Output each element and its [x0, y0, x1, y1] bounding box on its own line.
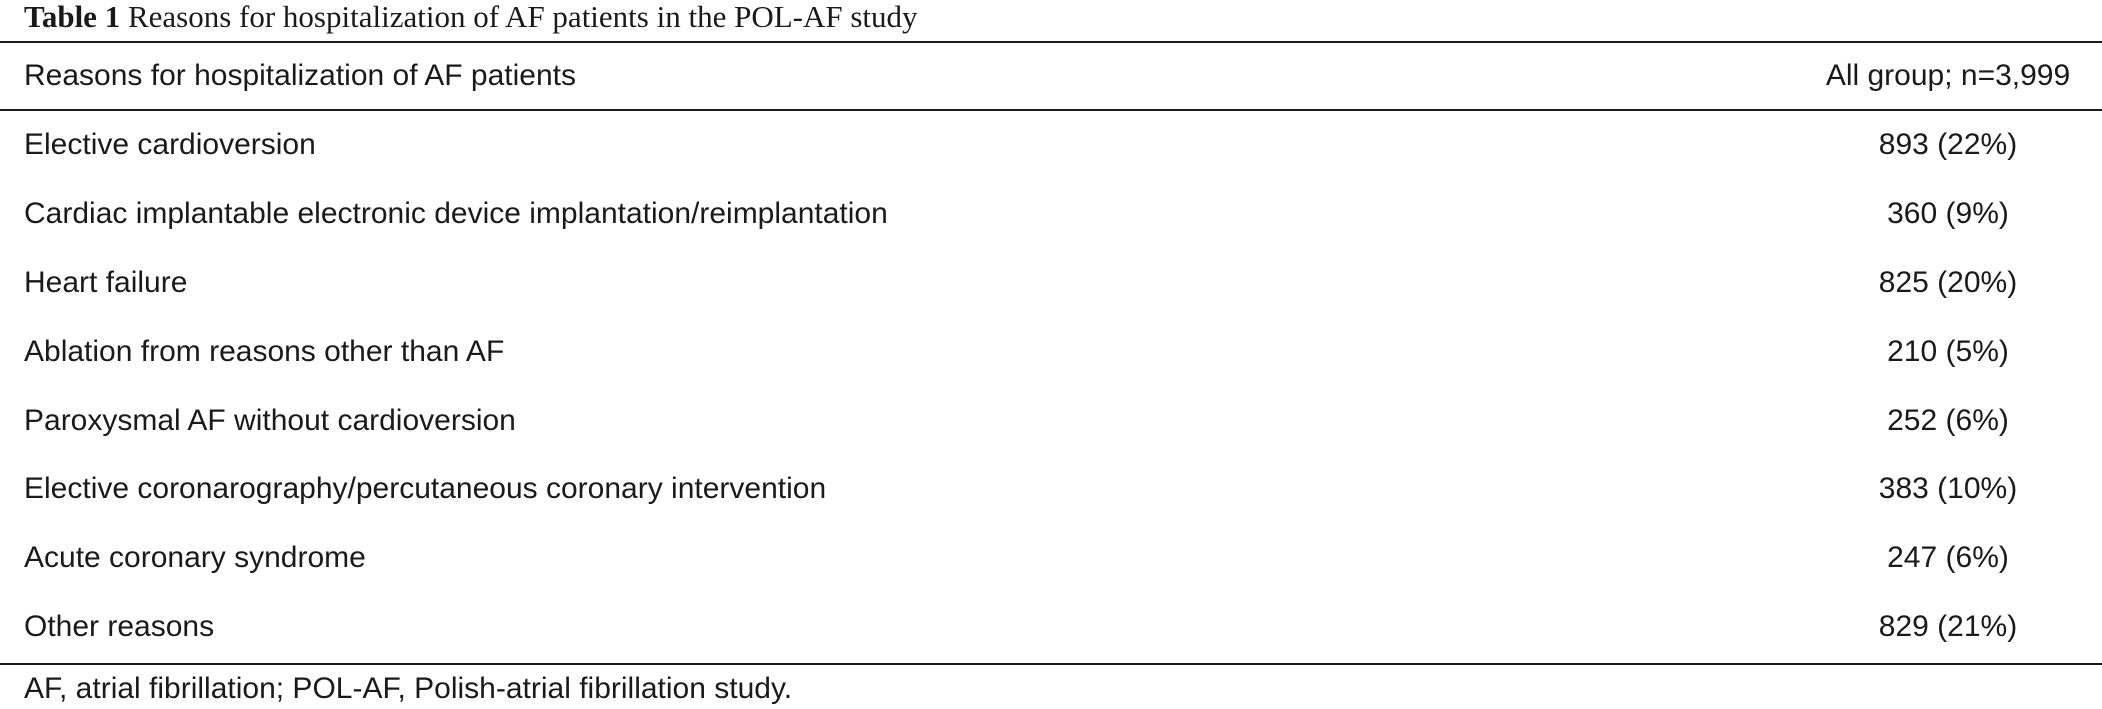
table-row: [0, 180, 2102, 249]
value-cell: 893 (22%): [1878, 128, 2018, 162]
reason-cell: Elective coronarography/percutaneous coronary intervention: [24, 472, 827, 506]
value-cell: 252 (6%): [1887, 403, 2009, 437]
column-header-reason: Reasons for hospitalization of AF patients: [24, 59, 576, 92]
table-row: [0, 249, 2102, 318]
value-cell: 247 (6%): [1887, 541, 2009, 575]
value-cell: 825 (20%): [1878, 265, 2018, 299]
table-row: [0, 455, 2102, 524]
table-header-row: [0, 43, 2102, 109]
reason-cell: Elective cardioversion: [24, 128, 316, 162]
table-row: [0, 111, 2102, 180]
table-caption: [24, 0, 918, 40]
reason-cell: Other reasons: [24, 609, 215, 643]
table-footnote: AF, atrial fibrillation; POL-AF, Polish-atrial fibrillation study.: [24, 672, 793, 705]
value-cell: 360 (9%): [1887, 197, 2009, 231]
table-bottom-rule: [0, 663, 2102, 665]
table-row: [0, 386, 2102, 455]
reason-cell: Ablation from reasons other than AF: [24, 334, 505, 368]
column-header-all-group: All group; n=3,999: [1825, 59, 2071, 92]
reason-cell: Cardiac implantable electronic device implantation/reimplantation: [24, 197, 888, 231]
value-cell: 383 (10%): [1878, 472, 2018, 506]
table-row: [0, 317, 2102, 386]
reason-cell: Heart failure: [24, 265, 188, 299]
value-cell: 210 (5%): [1887, 334, 2009, 368]
value-cell: 829 (21%): [1878, 609, 2018, 643]
table-row: [0, 593, 2102, 662]
reason-cell: Paroxysmal AF without cardioversion: [24, 403, 516, 437]
table-caption-label: Table 1: [24, 0, 121, 34]
table-row: [0, 524, 2102, 593]
reason-cell: Acute coronary syndrome: [24, 541, 366, 575]
hospitalization-reasons-table: [0, 43, 2102, 661]
table-caption-text: Reasons for hospitalization of AF patients in the POL-AF study: [127, 0, 918, 34]
